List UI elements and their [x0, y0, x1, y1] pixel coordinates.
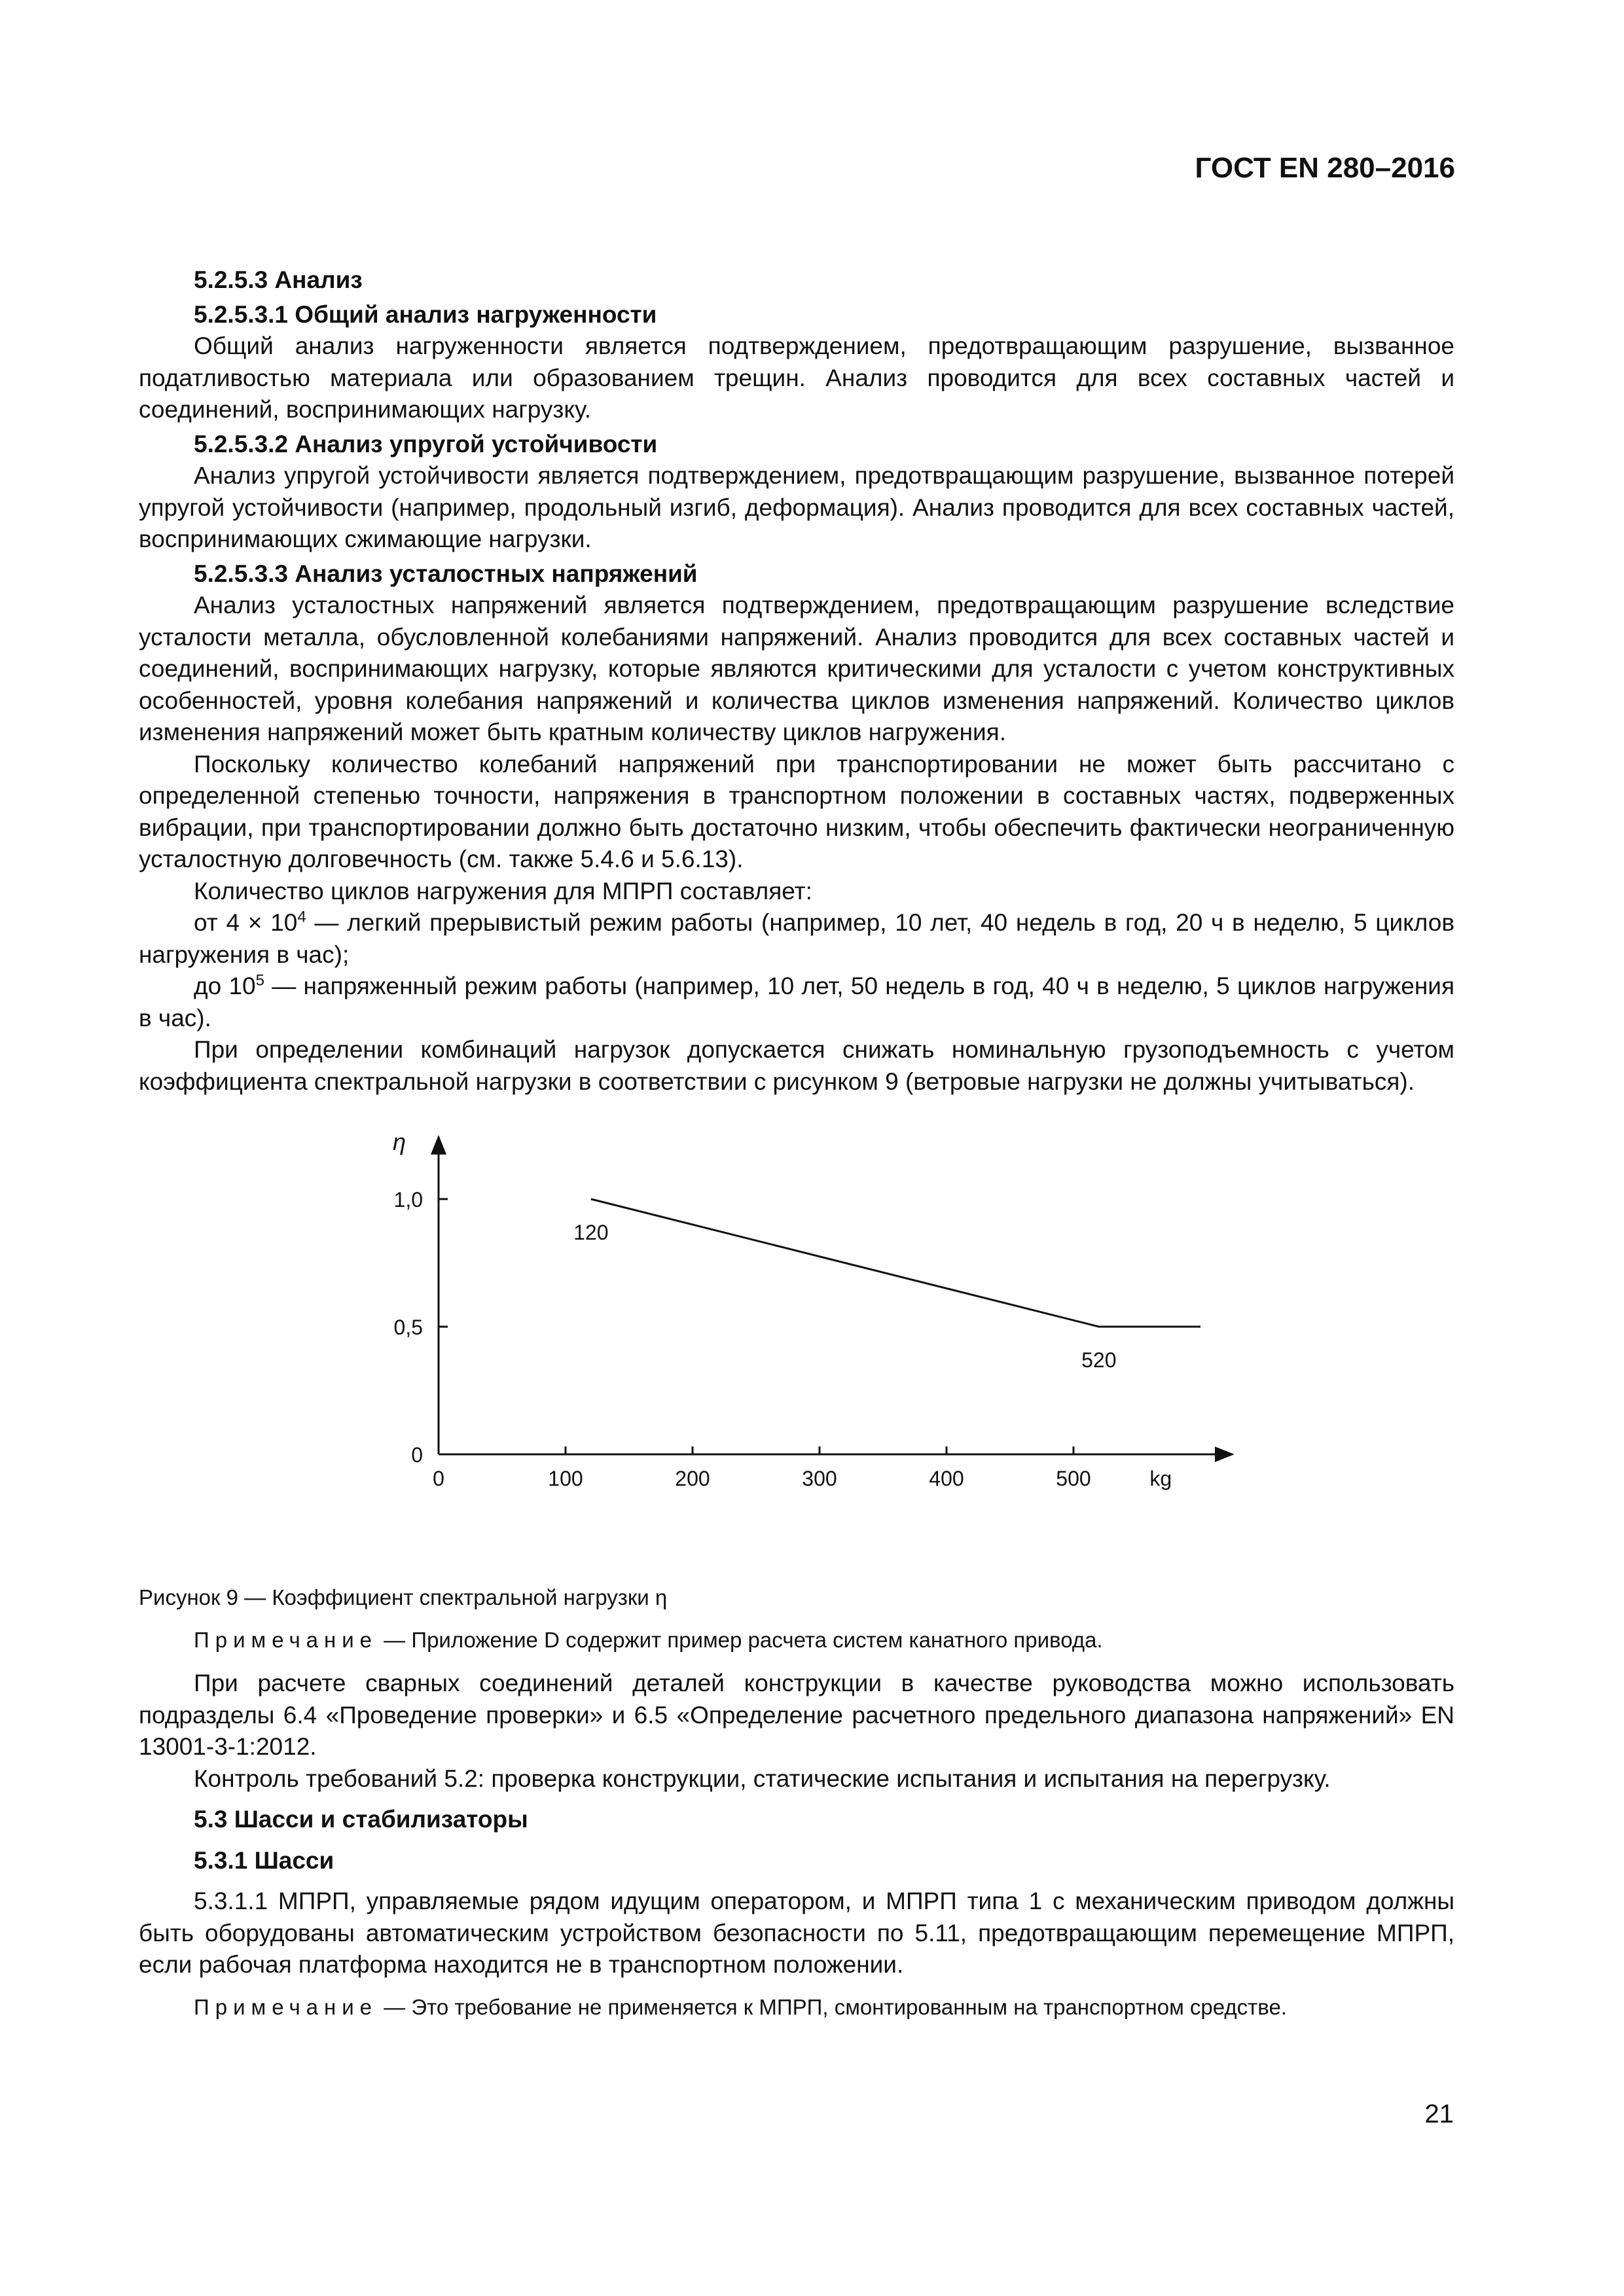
figure-9-chart — [139, 1124, 1454, 1582]
figure-caption: Рисунок 9 — Коэффициент спектральной нагрузки η — [139, 1585, 668, 1609]
paragraph-control: Контроль требований 5.2: проверка конструкции, статические испытания и испытания на перегрузку. — [194, 1765, 1331, 1792]
section-heading-5253: 5.2.5.3 Анализ — [194, 266, 363, 293]
annotation-group — [573, 1221, 1116, 1372]
page-number: 21 — [1424, 2100, 1454, 2128]
y-tick-group — [394, 1188, 448, 1467]
light-mode-text: — легкий прерывистый режим работы (например, 10 лет, 40 недель в год, 20 ч в неделю, 5 циклов нагружения в час); — [139, 909, 1454, 968]
heavy-mode-prefix: до 10 — [194, 973, 256, 999]
note-label: Примечание — [194, 1994, 378, 2019]
y-tick-label: 0,5 — [393, 1316, 423, 1339]
paragraph-heavy-mode — [139, 971, 1454, 1034]
paragraph-52533: Анализ усталостных напряжений является подтверждением, предотвращающим разрушение вследствие усталости металла, обусловленной колебаниями напряжений. Анализ проводится для всех составных частей и соединений, воспринимающих нагрузку, которые являются критическими для усталости с учетом конструктивных особенностей, уровня колебания напряжений и количества циклов изменения напряжений. Количество циклов изменения напряжений может быть кратным количеству циклов нагружения. — [139, 592, 1454, 745]
x-tick-label: 300 — [802, 1467, 837, 1490]
series-line-eta — [591, 1199, 1200, 1327]
section-heading-52533: 5.2.5.3.3 Анализ усталостных напряжений — [194, 560, 698, 587]
section-heading-52531: 5.2.5.3.1 Общий анализ нагруженности — [194, 300, 657, 328]
x-tick-label: 200 — [675, 1467, 710, 1490]
spectrum-factor-chart — [139, 1124, 1454, 1582]
document-header: ГОСТ EN 280–2016 — [1195, 152, 1455, 184]
note-text: — Приложение D содержит пример расчета систем канатного привода. — [378, 1627, 1103, 1652]
x-tick-label: 400 — [929, 1467, 964, 1490]
paragraph-transport: Поскольку количество колебаний напряжений при транспортировании не может быть рассчитано с определенной степенью точности, напряжения в транспортном положении в составных частях, подверженных вибрации, при транспортировании должно быть достаточно низким, чтобы обеспечить фактически неограниченную усталостную долговечность (см. также 5.4.6 и 5.6.13). — [139, 750, 1454, 872]
section-heading-531: 5.3.1 Шасси — [194, 1846, 334, 1874]
paragraph-welded-joints: При расчете сварных соединений деталей конструкции в качестве руководства можно использовать подразделы 6.4 «Проведение проверки» и 6.5 «Определение расчетного предельного диапазона напряжений» EN 13001-3-1:2012. — [139, 1670, 1454, 1760]
note-annex-d — [139, 1624, 1454, 1657]
section-heading-53: 5.3 Шасси и стабилизаторы — [194, 1806, 528, 1833]
heavy-mode-exponent: 5 — [255, 971, 264, 990]
section-heading-52532: 5.2.5.3.2 Анализ упругой устойчивости — [194, 430, 658, 457]
y-axis-label: η — [393, 1128, 406, 1155]
paragraph-cycles: Количество циклов нагружения для МПРП составляет: — [194, 877, 812, 905]
document-body — [139, 262, 1454, 2035]
y-tick-label: 0 — [411, 1443, 423, 1467]
x-tick-group — [433, 1446, 1091, 1490]
light-mode-exponent: 4 — [297, 908, 306, 926]
data-label-120: 120 — [573, 1221, 609, 1244]
paragraph-52532: Анализ упругой устойчивости является подтверждением, предотвращающим разрушение, вызванное потерей упругой устойчивости (например, продольный изгиб, деформация). Анализ проводится для всех составных частей, воспринимающих сжимающие нагрузки. — [139, 462, 1454, 552]
paragraph-52531: Общий анализ нагруженности является подтверждением, предотвращающим разрушение, вызванное податливостью материала или образованием трещин. Анализ проводится для всех составных частей и соединений, воспринимающих нагрузку. — [139, 332, 1454, 423]
note-text: — Это требование не применяется к МПРП, смонтированным на транспортном средстве. — [378, 1994, 1287, 2019]
note-vehicle-mounted — [139, 1992, 1454, 2024]
paragraph-light-mode — [139, 907, 1454, 971]
paragraph-5311: 5.3.1.1 МПРП, управляемые рядом идущим оператором, и МПРП типа 1 с механическим приводом должны быть оборудованы автоматическим устройством безопасности по 5.11, предотвращающим перемещение МПРП, если рабочая платформа находится не в транспортном положении. — [139, 1888, 1454, 1978]
data-label-520: 520 — [1081, 1348, 1117, 1372]
light-mode-prefix: от 4 × 10 — [194, 909, 298, 936]
y-tick-label: 1,0 — [393, 1188, 423, 1211]
x-tick-label: 100 — [548, 1467, 583, 1490]
heavy-mode-text: — напряженный режим работы (например, 10 лет, 50 недель в год, 40 ч в неделю, 5 циклов нагружения в час). — [139, 973, 1454, 1031]
x-axis-label: kg — [1149, 1467, 1172, 1490]
x-tick-label: 500 — [1056, 1467, 1091, 1490]
note-label: Примечание — [194, 1627, 378, 1652]
paragraph-load-combinations: При определении комбинаций нагрузок допускается снижать номинальную грузоподъемность с учетом коэффициента спектральной нагрузки в соответствии с рисунком 9 (ветровые нагрузки не должны учитываться). — [139, 1036, 1454, 1095]
x-tick-label: 0 — [433, 1467, 444, 1490]
